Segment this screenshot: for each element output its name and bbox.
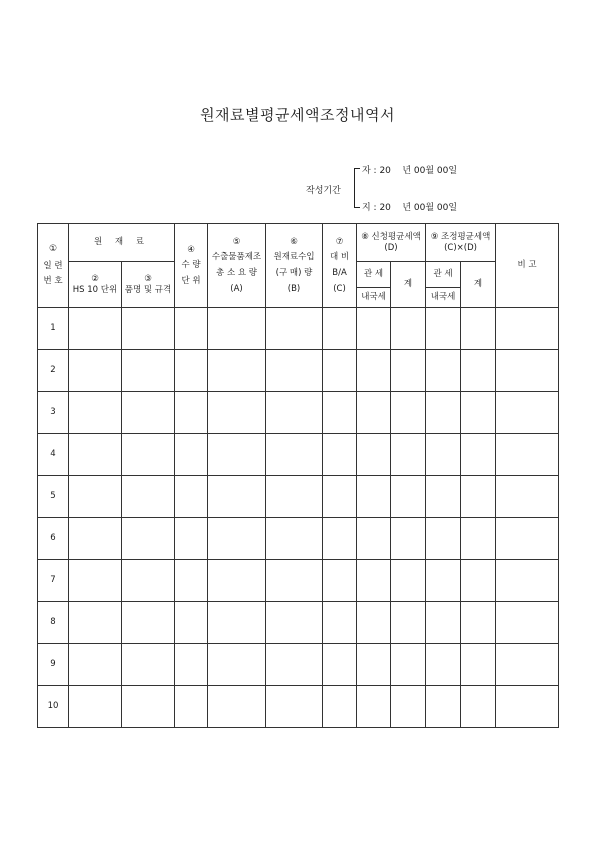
row-number: 9 [38, 644, 69, 686]
cell-remarks[interactable] [496, 686, 559, 728]
adjustment-table [37, 223, 559, 728]
cell-hs-code[interactable] [69, 560, 122, 602]
cell-hs-code[interactable] [69, 392, 122, 434]
header-item-label: 품명 및 규격 [124, 284, 172, 295]
header-ratio-label-c: (C) [333, 283, 346, 294]
cell-unit[interactable] [175, 350, 208, 392]
cell-required-amount[interactable] [208, 476, 266, 518]
cell-remarks[interactable] [496, 392, 559, 434]
row-number: 8 [38, 602, 69, 644]
header-quantity-label-a: 수 량 [181, 260, 201, 271]
cell-item-spec[interactable] [122, 602, 175, 644]
cell-hs-code[interactable] [69, 476, 122, 518]
header-ratio-num: ⑦ [335, 236, 344, 247]
cell-requested-total[interactable] [391, 350, 426, 392]
cell-required-amount[interactable] [208, 644, 266, 686]
header-adjusted-domestic: 내국세 [426, 288, 461, 308]
cell-required-amount[interactable] [208, 434, 266, 476]
table-row [38, 602, 559, 644]
cell-requested-tariff[interactable] [357, 518, 391, 560]
cell-hs-code[interactable] [69, 602, 122, 644]
cell-unit[interactable] [175, 518, 208, 560]
header-required-label-a: 수출물품제조 [211, 252, 262, 263]
cell-remarks[interactable] [496, 560, 559, 602]
cell-remarks[interactable] [496, 308, 559, 350]
header-adjusted-total: 계 [461, 262, 496, 308]
cell-import-amount[interactable] [266, 350, 323, 392]
table-row [38, 560, 559, 602]
header-requested-tariff: 관 세 [357, 262, 391, 288]
cell-remarks[interactable] [496, 518, 559, 560]
cell-remarks[interactable] [496, 350, 559, 392]
cell-required-amount[interactable] [208, 602, 266, 644]
cell-hs-code[interactable] [69, 518, 122, 560]
table-row [38, 476, 559, 518]
cell-import-amount[interactable] [266, 644, 323, 686]
cell-adjusted-total[interactable] [461, 434, 496, 476]
cell-required-amount[interactable] [208, 308, 266, 350]
header-item-num: ③ [144, 273, 152, 284]
cell-adjusted-total[interactable] [461, 518, 496, 560]
cell-requested-tariff[interactable] [357, 308, 391, 350]
cell-unit[interactable] [175, 560, 208, 602]
header-adjusted-tariff: 관 세 [426, 262, 461, 288]
header-import-label-c: (B) [287, 283, 301, 294]
header-required-amount [208, 224, 266, 308]
header-adjusted-tax [426, 224, 496, 262]
row-number: 5 [38, 476, 69, 518]
cell-adjusted-total[interactable] [461, 644, 496, 686]
cell-hs-code[interactable] [69, 434, 122, 476]
header-requested-total: 계 [391, 262, 426, 308]
cell-adjusted-total[interactable] [461, 350, 496, 392]
header-raw-material: 원 재 료 [69, 224, 175, 262]
cell-ratio[interactable] [323, 602, 357, 644]
cell-requested-total[interactable] [391, 392, 426, 434]
cell-adjusted-tariff[interactable] [426, 434, 461, 476]
row-number: 3 [38, 392, 69, 434]
cell-item-spec[interactable] [122, 434, 175, 476]
header-hs-num: ② [91, 273, 99, 284]
table-row [38, 518, 559, 560]
cell-hs-code[interactable] [69, 644, 122, 686]
table-row [38, 686, 559, 728]
cell-unit[interactable] [175, 476, 208, 518]
cell-hs-code[interactable] [69, 308, 122, 350]
table-row [38, 644, 559, 686]
header-remarks: 비 고 [496, 224, 559, 308]
period-from: 자 : 20 년 00월 00일 [362, 166, 458, 176]
cell-import-amount[interactable] [266, 602, 323, 644]
cell-remarks[interactable] [496, 476, 559, 518]
header-requested-tax [357, 224, 426, 262]
cell-remarks[interactable] [496, 644, 559, 686]
cell-requested-tariff[interactable] [357, 686, 391, 728]
cell-ratio[interactable] [323, 518, 357, 560]
cell-import-amount[interactable] [266, 518, 323, 560]
cell-item-spec[interactable] [122, 350, 175, 392]
cell-requested-total[interactable] [391, 644, 426, 686]
cell-adjusted-tariff[interactable] [426, 644, 461, 686]
header-requested-tax-code: (D) [384, 242, 398, 253]
cell-required-amount[interactable] [208, 518, 266, 560]
cell-requested-total[interactable] [391, 602, 426, 644]
cell-adjusted-total[interactable] [461, 476, 496, 518]
header-ratio [323, 224, 357, 308]
header-required-num: ⑤ [232, 236, 241, 247]
cell-remarks[interactable] [496, 602, 559, 644]
header-import-label-a: 원재료수입 [273, 252, 315, 263]
row-number: 2 [38, 350, 69, 392]
cell-requested-tariff[interactable] [357, 602, 391, 644]
cell-unit[interactable] [175, 686, 208, 728]
cell-requested-tariff[interactable] [357, 350, 391, 392]
cell-adjusted-tariff[interactable] [426, 602, 461, 644]
table-row [38, 434, 559, 476]
header-serial [38, 224, 69, 308]
cell-required-amount[interactable] [208, 392, 266, 434]
cell-adjusted-tariff[interactable] [426, 476, 461, 518]
cell-hs-code[interactable] [69, 686, 122, 728]
cell-adjusted-tariff[interactable] [426, 686, 461, 728]
cell-requested-tariff[interactable] [357, 392, 391, 434]
cell-import-amount[interactable] [266, 434, 323, 476]
cell-requested-total[interactable] [391, 560, 426, 602]
period-label: 작성기간 [306, 186, 341, 196]
cell-requested-total[interactable] [391, 476, 426, 518]
header-adjusted-tax-code: (C)×(D) [444, 242, 477, 253]
cell-unit[interactable] [175, 308, 208, 350]
cell-ratio[interactable] [323, 560, 357, 602]
header-import-amount [266, 224, 323, 308]
cell-ratio[interactable] [323, 686, 357, 728]
cell-adjusted-total[interactable] [461, 308, 496, 350]
document-title: 원재료별평균세액조정내역서 [200, 106, 395, 124]
header-row-1 [38, 224, 559, 262]
cell-remarks[interactable] [496, 434, 559, 476]
header-requested-tax-label: ⑧ 신청평균세액 [361, 231, 421, 242]
cell-item-spec[interactable] [122, 392, 175, 434]
cell-item-spec[interactable] [122, 560, 175, 602]
header-serial-label-a: 일 련 [43, 260, 63, 271]
table-row [38, 308, 559, 350]
cell-required-amount[interactable] [208, 686, 266, 728]
header-hs-label: HS 10 단위 [72, 284, 118, 295]
row-number: 6 [38, 518, 69, 560]
cell-ratio[interactable] [323, 308, 357, 350]
cell-unit[interactable] [175, 392, 208, 434]
cell-adjusted-total[interactable] [461, 560, 496, 602]
cell-hs-code[interactable] [69, 350, 122, 392]
cell-ratio[interactable] [323, 434, 357, 476]
header-adjusted-tax-label: ⑨ 조정평균세액 [430, 231, 491, 242]
cell-adjusted-total[interactable] [461, 602, 496, 644]
cell-ratio[interactable] [323, 476, 357, 518]
period-bracket [354, 168, 360, 208]
cell-ratio[interactable] [323, 644, 357, 686]
header-item-spec [122, 262, 175, 308]
cell-requested-tariff[interactable] [357, 644, 391, 686]
cell-import-amount[interactable] [266, 308, 323, 350]
cell-adjusted-tariff[interactable] [426, 350, 461, 392]
cell-import-amount[interactable] [266, 560, 323, 602]
cell-required-amount[interactable] [208, 560, 266, 602]
cell-requested-total[interactable] [391, 518, 426, 560]
cell-import-amount[interactable] [266, 392, 323, 434]
cell-import-amount[interactable] [266, 686, 323, 728]
cell-requested-total[interactable] [391, 434, 426, 476]
header-quantity-unit [175, 224, 208, 308]
header-quantity-num: ④ [187, 244, 195, 255]
cell-requested-tariff[interactable] [357, 560, 391, 602]
header-quantity-label-b: 단 위 [181, 275, 201, 286]
cell-requested-tariff[interactable] [357, 434, 391, 476]
header-serial-label-b: 번 호 [43, 276, 63, 287]
cell-item-spec[interactable] [122, 476, 175, 518]
cell-unit[interactable] [175, 644, 208, 686]
header-ratio-label-a: 대 비 [329, 252, 350, 263]
header-serial-num: ① [48, 244, 58, 255]
cell-ratio[interactable] [323, 350, 357, 392]
period-to: 지 : 20 년 00월 00일 [362, 203, 458, 213]
header-required-label-b: 총 소 요 량 [216, 268, 257, 278]
cell-adjusted-total[interactable] [461, 686, 496, 728]
cell-unit[interactable] [175, 434, 208, 476]
header-import-label-b: (구 매) 량 [275, 268, 313, 278]
cell-adjusted-tariff[interactable] [426, 518, 461, 560]
cell-ratio[interactable] [323, 392, 357, 434]
header-ratio-label-b: B/A [332, 268, 347, 278]
header-hs-code [69, 262, 122, 308]
table-row [38, 350, 559, 392]
cell-unit[interactable] [175, 602, 208, 644]
cell-adjusted-tariff[interactable] [426, 392, 461, 434]
cell-required-amount[interactable] [208, 350, 266, 392]
row-number: 10 [38, 686, 69, 728]
row-number: 1 [38, 308, 69, 350]
cell-item-spec[interactable] [122, 644, 175, 686]
cell-adjusted-tariff[interactable] [426, 560, 461, 602]
header-requested-domestic: 내국세 [357, 288, 391, 308]
table-row [38, 392, 559, 434]
header-required-label-c: (A) [230, 283, 243, 294]
cell-item-spec[interactable] [122, 518, 175, 560]
cell-adjusted-tariff[interactable] [426, 308, 461, 350]
cell-item-spec[interactable] [122, 686, 175, 728]
header-import-num: ⑥ [290, 236, 298, 247]
row-number: 4 [38, 434, 69, 476]
cell-requested-tariff[interactable] [357, 476, 391, 518]
cell-requested-total[interactable] [391, 686, 426, 728]
cell-import-amount[interactable] [266, 476, 323, 518]
cell-item-spec[interactable] [122, 308, 175, 350]
cell-requested-total[interactable] [391, 308, 426, 350]
cell-adjusted-total[interactable] [461, 392, 496, 434]
row-number: 7 [38, 560, 69, 602]
